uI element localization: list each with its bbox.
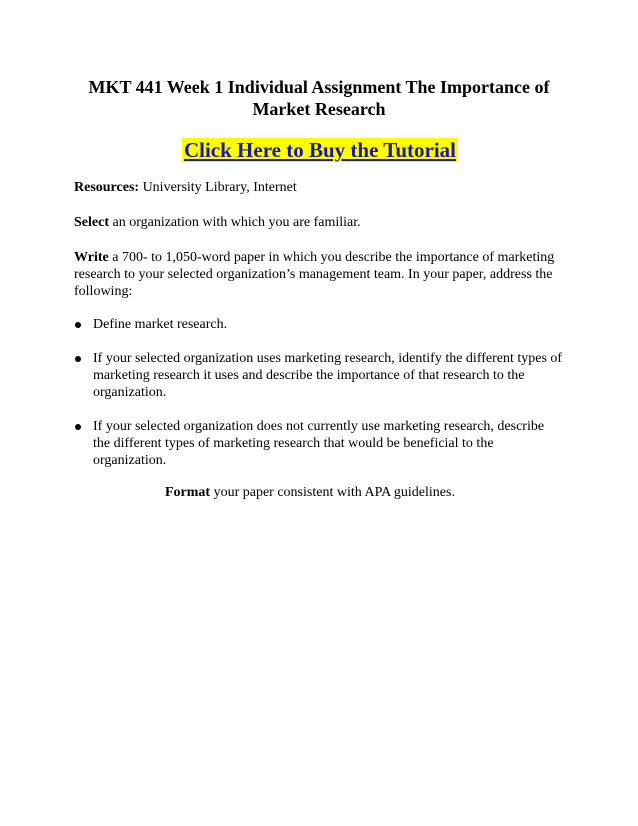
format-label: Format bbox=[165, 485, 211, 500]
list-item bbox=[74, 316, 564, 333]
list-item-text: Define market research. bbox=[93, 317, 228, 332]
tutorial-link-container bbox=[0, 138, 638, 162]
write-text: a 700- to 1,050-word paper in which you describe the importance of marketing research to your selected organization’s management team. In your paper, address the following: bbox=[74, 250, 555, 299]
select-text: an organization with which you are familiar. bbox=[108, 215, 361, 230]
document-title-line-2: Market Research bbox=[252, 99, 386, 119]
resources-text: University Library, Internet bbox=[139, 180, 297, 195]
bullet-icon bbox=[75, 322, 81, 328]
format-text: your paper consistent with APA guidelines. bbox=[210, 485, 455, 500]
requirements-list bbox=[74, 316, 564, 486]
list-item-text: If your selected organization does not currently use marketing research, describe the different types of marketing research that would be beneficial to the organization. bbox=[93, 419, 545, 468]
format-paragraph bbox=[165, 484, 455, 501]
select-label: Select bbox=[74, 215, 109, 230]
list-item bbox=[74, 350, 564, 401]
document-title-line-1: MKT 441 Week 1 Individual Assignment The Importance of bbox=[88, 77, 550, 97]
write-paragraph bbox=[74, 249, 564, 300]
resources-paragraph bbox=[74, 179, 564, 196]
document-title bbox=[60, 76, 578, 120]
select-paragraph bbox=[74, 214, 564, 231]
buy-tutorial-link[interactable]: Click Here to Buy the Tutorial bbox=[183, 138, 457, 162]
bullet-icon bbox=[75, 424, 81, 430]
write-label: Write bbox=[74, 250, 109, 265]
list-item-text: If your selected organization uses marketing research, identify the different types of marketing research it uses and describe the importance of that research to the organization. bbox=[93, 351, 563, 400]
list-item bbox=[74, 418, 564, 469]
bullet-icon bbox=[75, 356, 81, 362]
resources-label: Resources: bbox=[74, 180, 140, 195]
